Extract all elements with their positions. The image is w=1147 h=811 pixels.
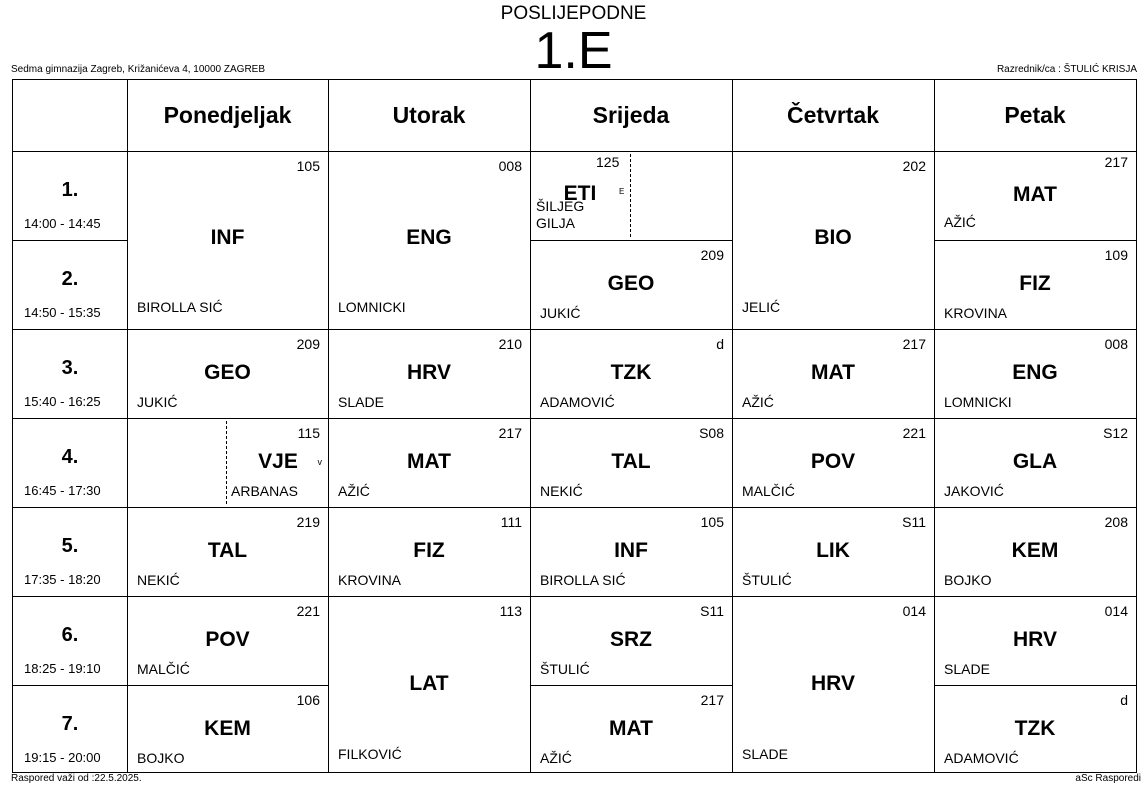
subject: MAT xyxy=(1013,183,1057,206)
split-divider xyxy=(630,154,631,237)
subject: TAL xyxy=(611,450,651,473)
subject: FIZ xyxy=(1019,272,1051,295)
period-time: 17:35 - 18:20 xyxy=(24,572,101,587)
subject: SRZ xyxy=(610,628,652,651)
room-number: S11 xyxy=(700,603,724,619)
subject: LIK xyxy=(816,539,850,562)
room-number: S11 xyxy=(902,514,926,530)
teacher: SLADE xyxy=(742,746,788,762)
period-time: 16:45 - 17:30 xyxy=(24,483,101,498)
lesson-cell xyxy=(934,685,1136,774)
teacher: KROVINA xyxy=(944,305,1008,321)
subject: INF xyxy=(210,226,245,249)
teacher: AŽIĆ xyxy=(742,394,774,410)
room-number: 217 xyxy=(498,425,522,441)
lesson-cell xyxy=(127,151,328,329)
teacher: BOJKO xyxy=(944,572,992,588)
lesson-cell xyxy=(328,329,530,418)
teacher: ARBANAS xyxy=(231,483,298,499)
subject: FIZ xyxy=(413,539,445,562)
subject: MAT xyxy=(811,361,855,384)
room-number: 219 xyxy=(296,514,320,530)
teacher: BIROLLA SIĆ xyxy=(137,299,223,315)
room-number: d xyxy=(1120,692,1128,708)
day-header-monday: Ponedjeljak xyxy=(163,102,292,128)
lesson-cell xyxy=(328,507,530,596)
room-number: 217 xyxy=(902,336,926,352)
day-header-wednesday: Srijeda xyxy=(592,102,670,128)
period-time: 15:40 - 16:25 xyxy=(24,394,101,409)
subject: BIO xyxy=(814,226,852,249)
period-time: 19:15 - 20:00 xyxy=(24,750,101,765)
period-number: 4. xyxy=(61,446,79,468)
day-header-friday: Petak xyxy=(1004,102,1066,128)
teacher: AŽIĆ xyxy=(338,483,370,499)
room-number: 105 xyxy=(700,514,724,530)
teacher: GILJA xyxy=(536,215,575,231)
teacher: SLADE xyxy=(338,394,384,410)
teacher: JAKOVIĆ xyxy=(944,483,1004,499)
lesson-cell xyxy=(732,151,934,329)
lesson-cell xyxy=(328,418,530,507)
lesson-cell xyxy=(530,240,732,329)
period-number: 6. xyxy=(61,624,79,646)
teacher: BIROLLA SIĆ xyxy=(540,572,626,588)
lesson-cell xyxy=(127,685,328,774)
teacher: AŽIĆ xyxy=(944,214,976,230)
lesson-cell xyxy=(328,596,530,774)
room-number: 209 xyxy=(700,247,724,263)
room-number: 217 xyxy=(1104,154,1128,170)
lesson-cell xyxy=(127,507,328,596)
teacher: JELIĆ xyxy=(742,299,781,315)
room-number: 008 xyxy=(498,158,522,174)
room-number: 221 xyxy=(296,603,320,619)
subject: MAT xyxy=(609,717,653,740)
lesson-cell xyxy=(530,685,732,774)
teacher: ŠILJEG xyxy=(536,198,585,214)
room-number: 210 xyxy=(498,336,522,352)
lesson-cell xyxy=(530,507,732,596)
subject: VJE xyxy=(258,450,298,473)
lesson-cell xyxy=(530,329,732,418)
period-number: 3. xyxy=(61,357,79,379)
school-info: Sedma gimnazija Zagreb, Križanićeva 4, 10000 ZAGREB xyxy=(11,64,266,75)
subject: GEO xyxy=(204,361,251,384)
day-header-tuesday: Utorak xyxy=(392,102,466,128)
lesson-cell xyxy=(934,507,1136,596)
teacher: AŽIĆ xyxy=(540,750,572,766)
teacher: BOJKO xyxy=(137,750,185,766)
teacher: ŠTULIĆ xyxy=(742,572,792,588)
lesson-cell xyxy=(732,596,934,774)
room-number: 008 xyxy=(1104,336,1128,352)
subject: GEO xyxy=(607,272,655,295)
subject: KEM xyxy=(204,717,251,740)
lesson-cell xyxy=(732,418,934,507)
period-number: 1. xyxy=(61,179,79,201)
period-number: 2. xyxy=(61,268,79,290)
day-header-thursday: Četvrtak xyxy=(786,102,880,128)
teacher: KROVINA xyxy=(338,572,402,588)
software-credit: aSc Rasporedi xyxy=(1075,773,1141,784)
grid-line xyxy=(13,240,127,241)
valid-from: Raspored važi od :22.5.2025. xyxy=(11,773,142,784)
period-time: 18:25 - 19:10 xyxy=(24,661,101,676)
room-number: 125 xyxy=(596,154,620,170)
teacher: MALČIĆ xyxy=(137,661,190,677)
room-number: 209 xyxy=(296,336,320,352)
lesson-cell xyxy=(127,596,328,685)
subject: POV xyxy=(810,450,856,473)
room-number: 208 xyxy=(1104,514,1128,530)
class-teacher: Razrednik/ca : ŠTULIĆ KRISJA xyxy=(996,64,1137,75)
room-number: 217 xyxy=(700,692,724,708)
lesson-cell xyxy=(127,418,328,507)
room-number: 221 xyxy=(902,425,926,441)
room-number: 014 xyxy=(1104,603,1128,619)
subject: KEM xyxy=(1011,539,1059,562)
period-time: 14:00 - 14:45 xyxy=(24,216,101,231)
subject: INF xyxy=(614,539,648,562)
teacher: JUKIĆ xyxy=(137,394,178,410)
subject: TAL xyxy=(207,539,248,562)
lesson-cell xyxy=(934,596,1136,685)
split-divider xyxy=(226,421,227,504)
subject: HRV xyxy=(1013,628,1057,651)
room-number: 106 xyxy=(296,692,320,708)
group-label: E xyxy=(619,187,625,196)
subject: HRV xyxy=(407,361,451,384)
room-number: 111 xyxy=(500,514,522,530)
subject: POV xyxy=(205,628,250,651)
class-title: 1.E xyxy=(534,22,613,80)
period-time: 14:50 - 15:35 xyxy=(24,305,101,320)
room-number: 113 xyxy=(499,603,522,619)
teacher: MALČIĆ xyxy=(742,483,795,499)
room-number: 202 xyxy=(902,158,926,174)
lesson-cell xyxy=(732,507,934,596)
teacher: NEKIĆ xyxy=(137,572,180,588)
subject: ENG xyxy=(406,226,452,249)
lesson-cell xyxy=(934,151,1136,240)
teacher: ADAMOVIĆ xyxy=(540,394,615,410)
room-number: 109 xyxy=(1104,247,1128,263)
teacher: FILKOVIĆ xyxy=(338,746,402,762)
teacher: SLADE xyxy=(944,661,990,677)
period-number: 7. xyxy=(61,713,79,735)
period-number: 5. xyxy=(61,535,79,557)
lesson-cell xyxy=(530,596,732,685)
subject: HRV xyxy=(811,672,855,695)
group-label: v xyxy=(317,457,322,467)
teacher: NEKIĆ xyxy=(540,483,583,499)
shift-label: POSLIJEPODNE xyxy=(500,3,647,24)
room-number: 115 xyxy=(297,425,320,441)
room-number: S12 xyxy=(1103,425,1128,441)
teacher: ŠTULIĆ xyxy=(540,661,590,677)
lesson-cell xyxy=(934,240,1136,329)
room-number: S08 xyxy=(699,425,724,441)
lesson-cell xyxy=(530,151,732,240)
lesson-cell xyxy=(934,329,1136,418)
room-number: 014 xyxy=(902,603,926,619)
lesson-cell xyxy=(127,329,328,418)
lesson-cell xyxy=(934,418,1136,507)
subject: MAT xyxy=(407,450,451,473)
teacher: JUKIĆ xyxy=(540,305,581,321)
timetable-grid xyxy=(12,79,1137,773)
subject: TZK xyxy=(1014,717,1056,740)
teacher: LOMNICKI xyxy=(338,299,406,315)
lesson-cell xyxy=(328,151,530,329)
teacher: LOMNICKI xyxy=(944,394,1012,410)
subject: LAT xyxy=(409,672,449,695)
lesson-cell xyxy=(530,418,732,507)
lesson-cell xyxy=(732,329,934,418)
room-number: d xyxy=(716,336,724,352)
subject: TZK xyxy=(610,361,652,384)
teacher: ADAMOVIĆ xyxy=(944,750,1019,766)
subject: GLA xyxy=(1012,450,1058,473)
subject: ETI xyxy=(563,182,597,205)
room-number: 105 xyxy=(296,158,320,174)
subject: ENG xyxy=(1012,361,1058,384)
